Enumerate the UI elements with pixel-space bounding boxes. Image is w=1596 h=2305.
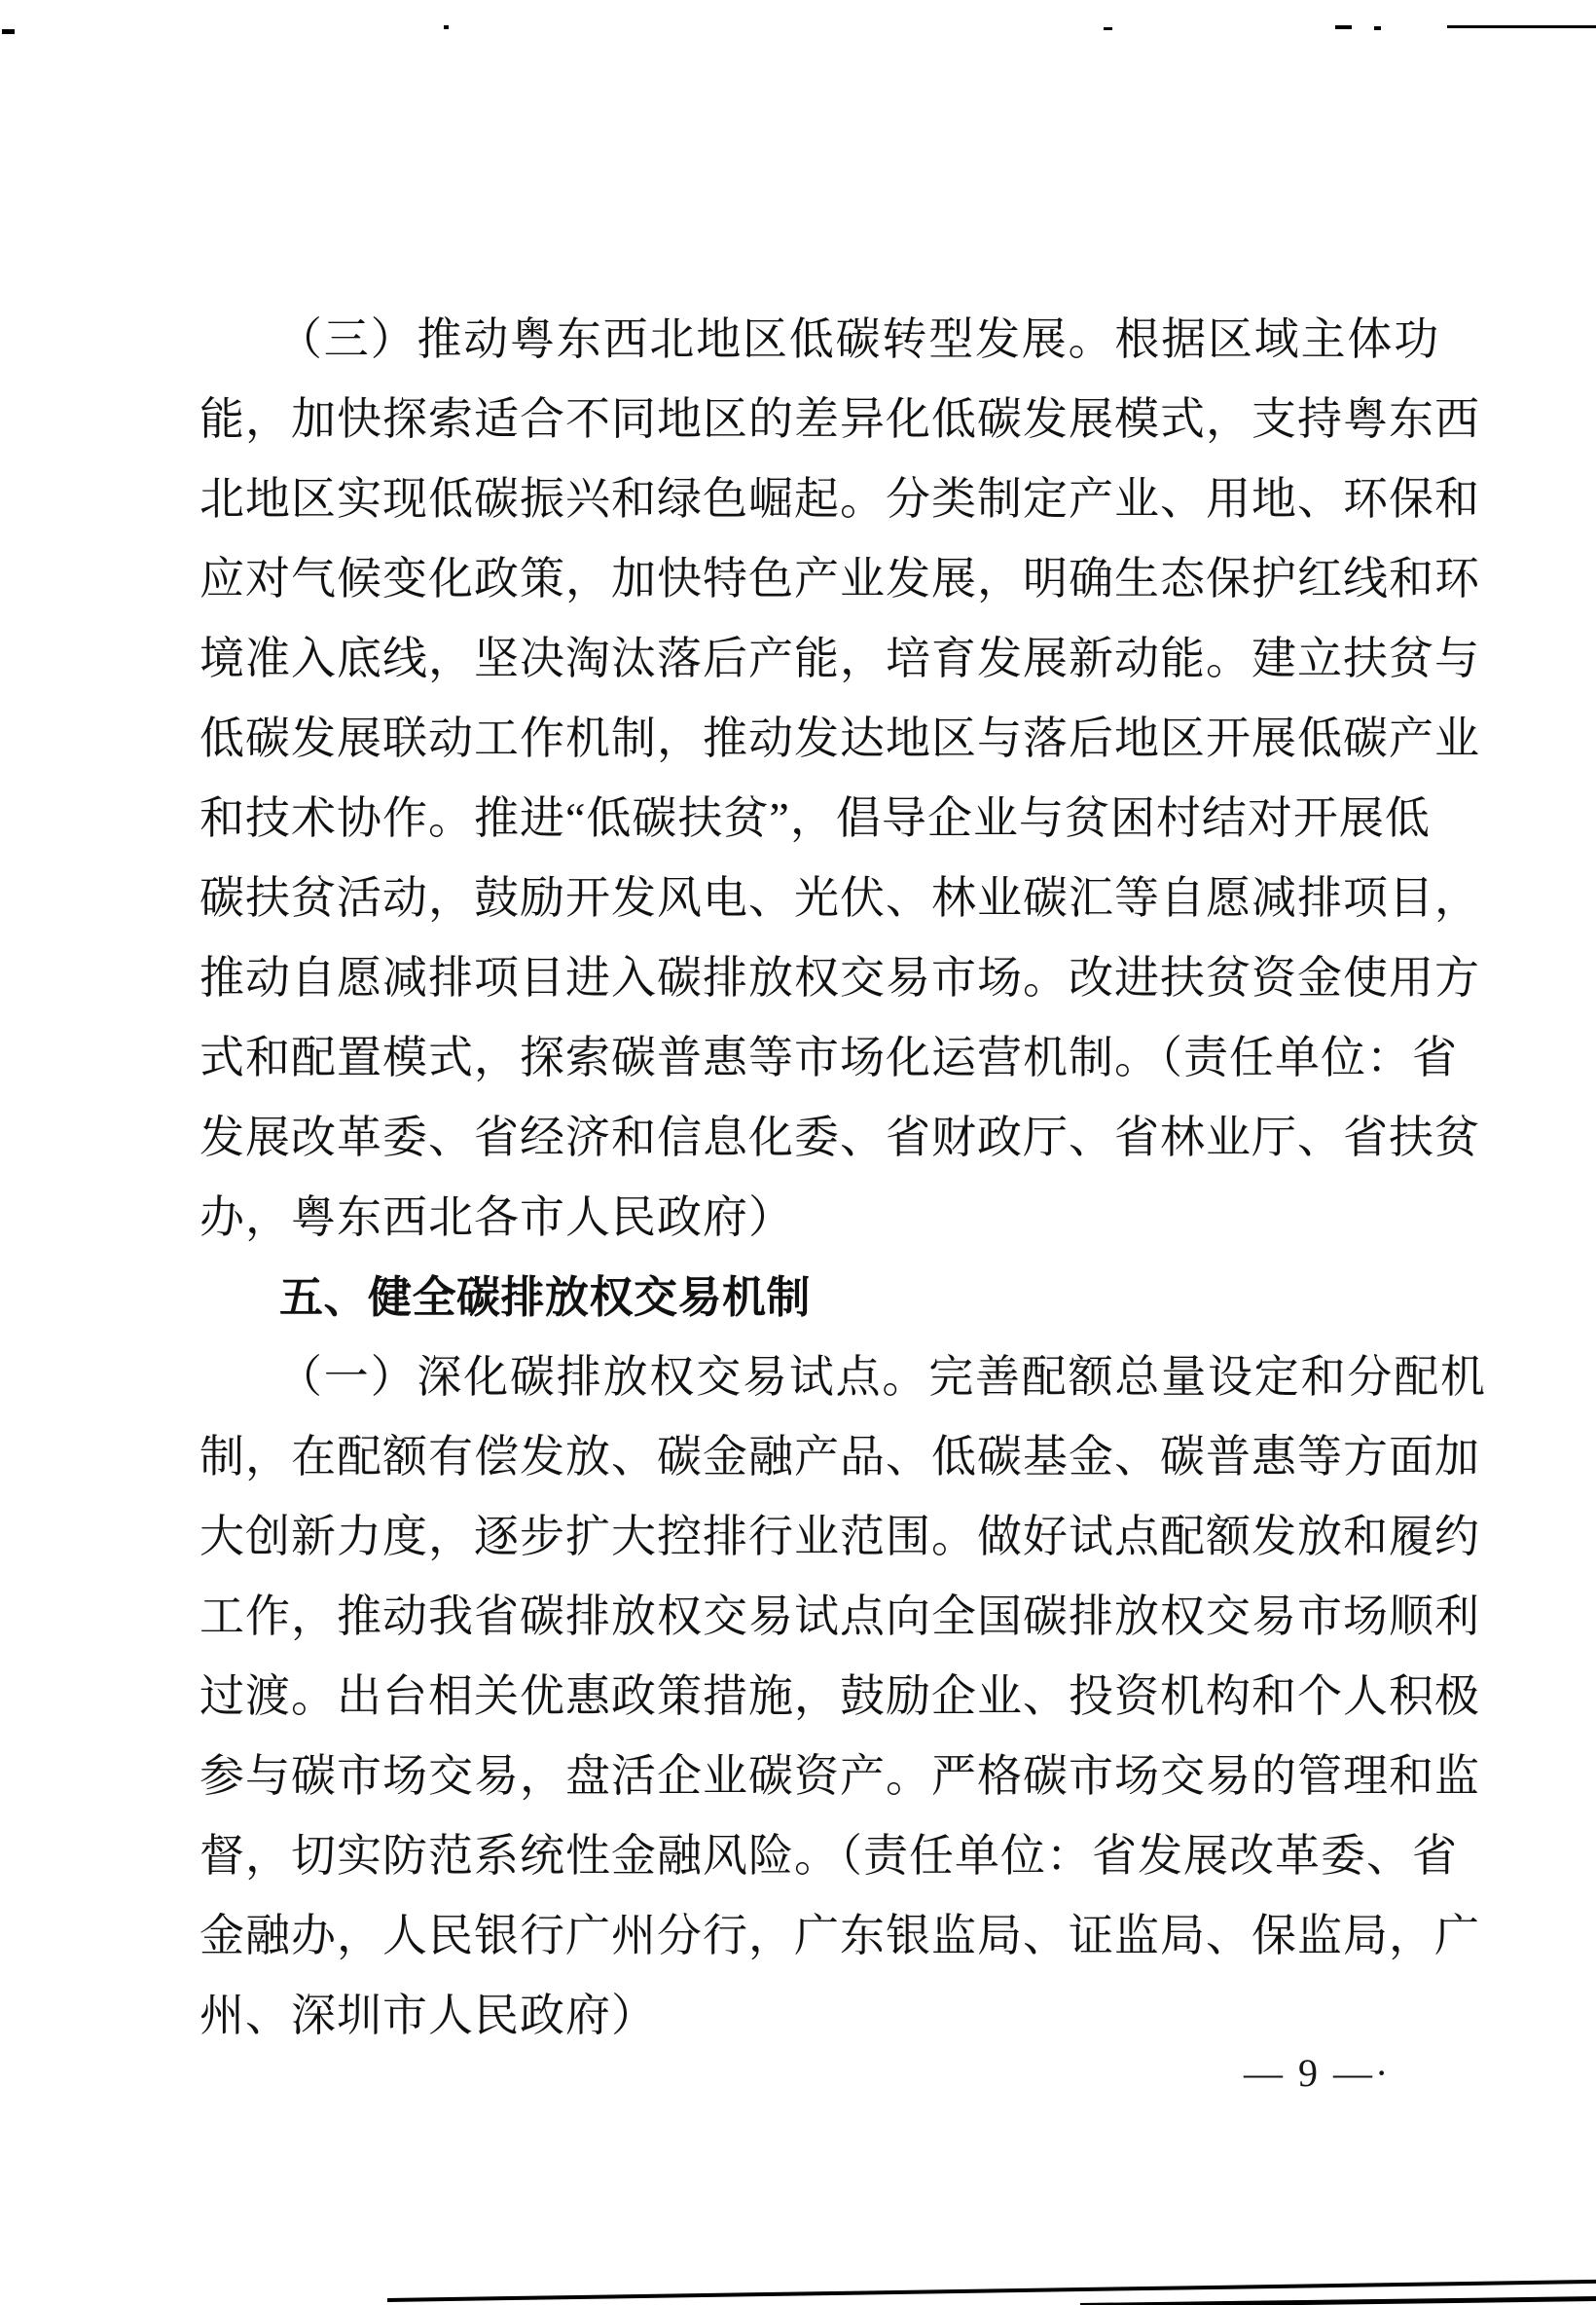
text-line: （一）深化碳排放权交易试点。完善配额总量设定和分配机: [277, 1352, 1487, 1402]
scan-artifact-speck: [1104, 27, 1112, 30]
text-line: 州、深圳市人民政府）: [200, 1991, 657, 2040]
text-line: 参与碳市场交易，盘活企业碳资产。严格碳市场交易的管理和监: [200, 1751, 1480, 1801]
text-line: 和技术协作。推进“低碳扶贫”，倡导企业与贫困村结对开展低: [200, 793, 1431, 843]
text-line: 北地区实现低碳振兴和绿色崛起。分类制定产业、用地、环保和: [200, 474, 1480, 524]
text-line: 碳扶贫活动，鼓励开发风电、光伏、林业碳汇等自愿减排项目，: [200, 873, 1480, 923]
text-line: 过渡。出台相关优惠政策措施，鼓励企业、投资机构和个人积极: [200, 1671, 1480, 1721]
scan-artifact-line: [1080, 2296, 1596, 2305]
text-line: 应对气候变化政策，加快特色产业发展，明确生态保护红线和环: [200, 554, 1480, 604]
text-line: 制，在配额有偿发放、碳金融产品、低碳基金、碳普惠等方面加: [200, 1432, 1480, 1482]
scan-artifact-line: [1447, 25, 1596, 28]
section-heading: 五、健全碳排放权交易机制: [279, 1272, 812, 1322]
text-line: 式和配置模式，探索碳普惠等市场化运营机制。（责任单位：省: [200, 1033, 1458, 1082]
text-line: 能，加快探索适合不同地区的差异化低碳发展模式，支持粤东西: [200, 394, 1480, 444]
text-line: 工作，推动我省碳排放权交易试点向全国碳排放权交易市场顺利: [200, 1592, 1480, 1641]
text-line: 低碳发展联动工作机制，推动发达地区与落后地区开展低碳产业: [200, 713, 1480, 763]
text-line: 督，切实防范系统性金融风险。（责任单位：省发展改革委、省: [200, 1831, 1458, 1881]
text-line: 金融办，人民银行广州分行，广东银监局、证监局、保监局，广: [200, 1911, 1480, 1960]
scan-artifact-speck: [1374, 26, 1381, 30]
scan-artifact-dash: [2, 29, 15, 34]
text-line: 大创新力度，逐步扩大控排行业范围。做好试点配额发放和履约: [200, 1512, 1480, 1561]
scan-artifact-speck: [444, 25, 449, 29]
page-number: — 9 —·: [1244, 2051, 1392, 2095]
scan-artifact-dash: [1335, 25, 1352, 29]
text-line: 推动自愿减排项目进入碳排放权交易市场。改进扶贫资金使用方: [200, 953, 1480, 1003]
document-body: [200, 300, 1487, 2056]
text-line: （三）推动粤东西北地区低碳转型发展。根据区域主体功: [277, 314, 1440, 364]
text-line: 境准入底线，坚决淘汰落后产能，培育发展新动能。建立扶贫与: [200, 634, 1480, 683]
text-line: 发展改革委、省经济和信息化委、省财政厅、省林业厅、省扶贫: [200, 1113, 1480, 1162]
text-line: 办，粤东西北各市人民政府）: [200, 1192, 794, 1242]
